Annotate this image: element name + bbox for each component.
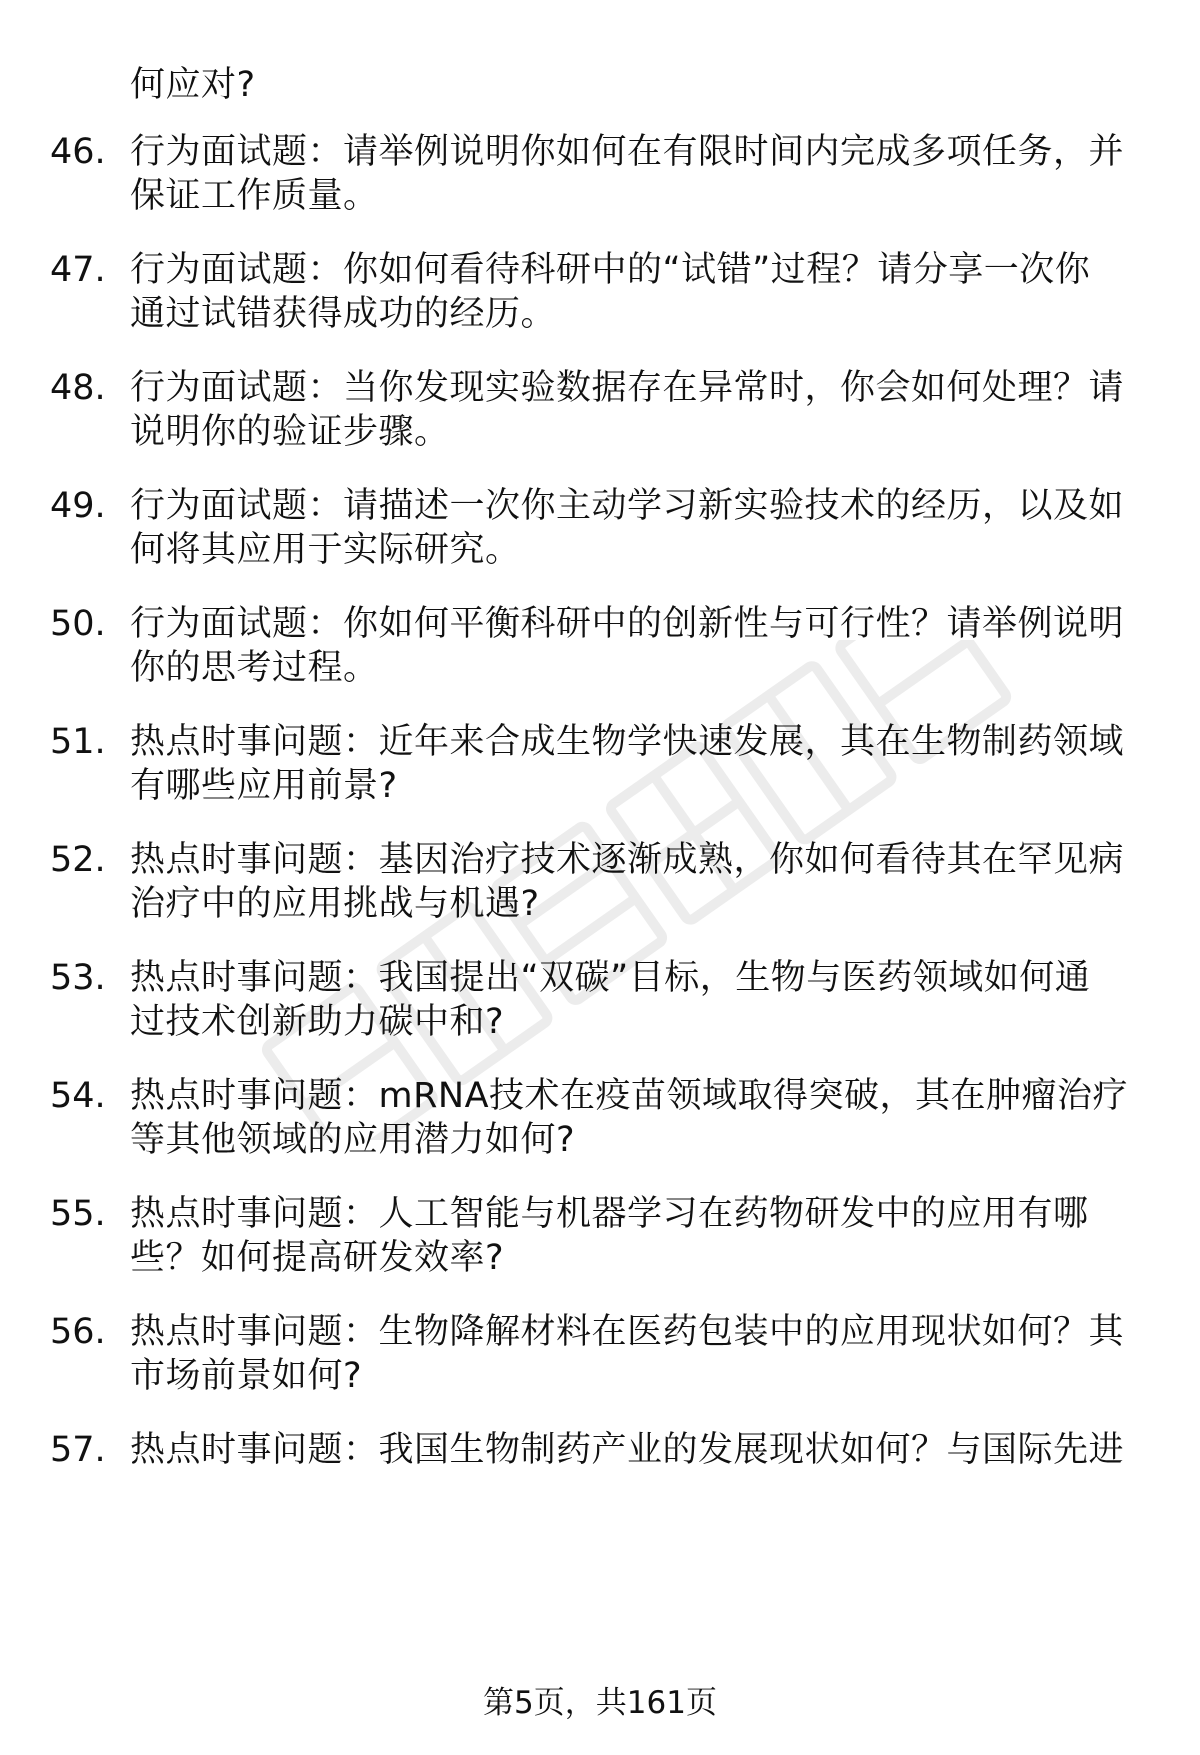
item-text-continued: 治疗中的应用挑战与机遇? (130, 884, 540, 924)
item-text: 行为面试题：当你发现实验数据存在异常时，你会如何处理？请 (130, 368, 1125, 408)
item-text: 热点时事问题：人工智能与机器学习在药物研发中的应用有哪 (130, 1194, 1089, 1234)
item-number: 48. (50, 368, 106, 408)
item-text: 热点时事问题：基因治疗技术逐渐成熟，你如何看待其在罕见病 (130, 840, 1125, 880)
item-text: 行为面试题：请描述一次你主动学习新实验技术的经历，以及如 (130, 486, 1125, 526)
item-text: 行为面试题：你如何看待科研中的“试错”过程？请分享一次你 (130, 250, 1091, 290)
page-footer: 第5页，共161页 (483, 1685, 717, 1721)
item-text-continued: 有哪些应用前景? (130, 766, 398, 806)
item-text: 热点时事问题：mRNA技术在疫苗领域取得突破，其在肿瘤治疗 (130, 1076, 1129, 1116)
item-text: 热点时事问题：生物降解材料在医药包装中的应用现状如何？其 (130, 1312, 1125, 1352)
item-text: 行为面试题：请举例说明你如何在有限时间内完成多项任务，并 (130, 132, 1125, 172)
item-text-continued: 过技术创新助力碳中和? (130, 1002, 505, 1042)
item-number: 53. (50, 958, 106, 998)
item-text-continued: 保证工作质量。 (130, 176, 379, 216)
item-text-continued: 何将其应用于实际研究。 (130, 530, 521, 570)
item-text-continued: 些？如何提高研发效率? (130, 1238, 505, 1278)
item-number: 46. (50, 132, 106, 172)
item-number: 49. (50, 486, 106, 526)
item-text: 热点时事问题：我国生物制药产业的发展现状如何？与国际先进 (130, 1430, 1125, 1470)
item-text-continued: 等其他领域的应用潜力如何? (130, 1120, 576, 1160)
item-number: 52. (50, 840, 106, 880)
item-text: 热点时事问题：我国提出“双碳”目标，生物与医药领域如何通 (130, 958, 1091, 998)
item-text-continued: 你的思考过程。 (130, 648, 379, 688)
item-number: 57. (50, 1430, 106, 1470)
item-number: 54. (50, 1076, 106, 1116)
continued-line: 何应对? (130, 65, 256, 105)
item-text-continued: 说明你的验证步骤。 (130, 412, 450, 452)
item-number: 56. (50, 1312, 106, 1352)
item-number: 47. (50, 250, 106, 290)
item-number: 51. (50, 722, 106, 762)
item-text: 热点时事问题：近年来合成生物学快速发展，其在生物制药领域 (130, 722, 1125, 762)
item-text: 行为面试题：你如何平衡科研中的创新性与可行性？请举例说明 (130, 604, 1125, 644)
item-number: 55. (50, 1194, 106, 1234)
item-text-continued: 市场前景如何? (130, 1356, 363, 1396)
item-number: 50. (50, 604, 106, 644)
item-text-continued: 通过试错获得成功的经历。 (130, 294, 557, 334)
